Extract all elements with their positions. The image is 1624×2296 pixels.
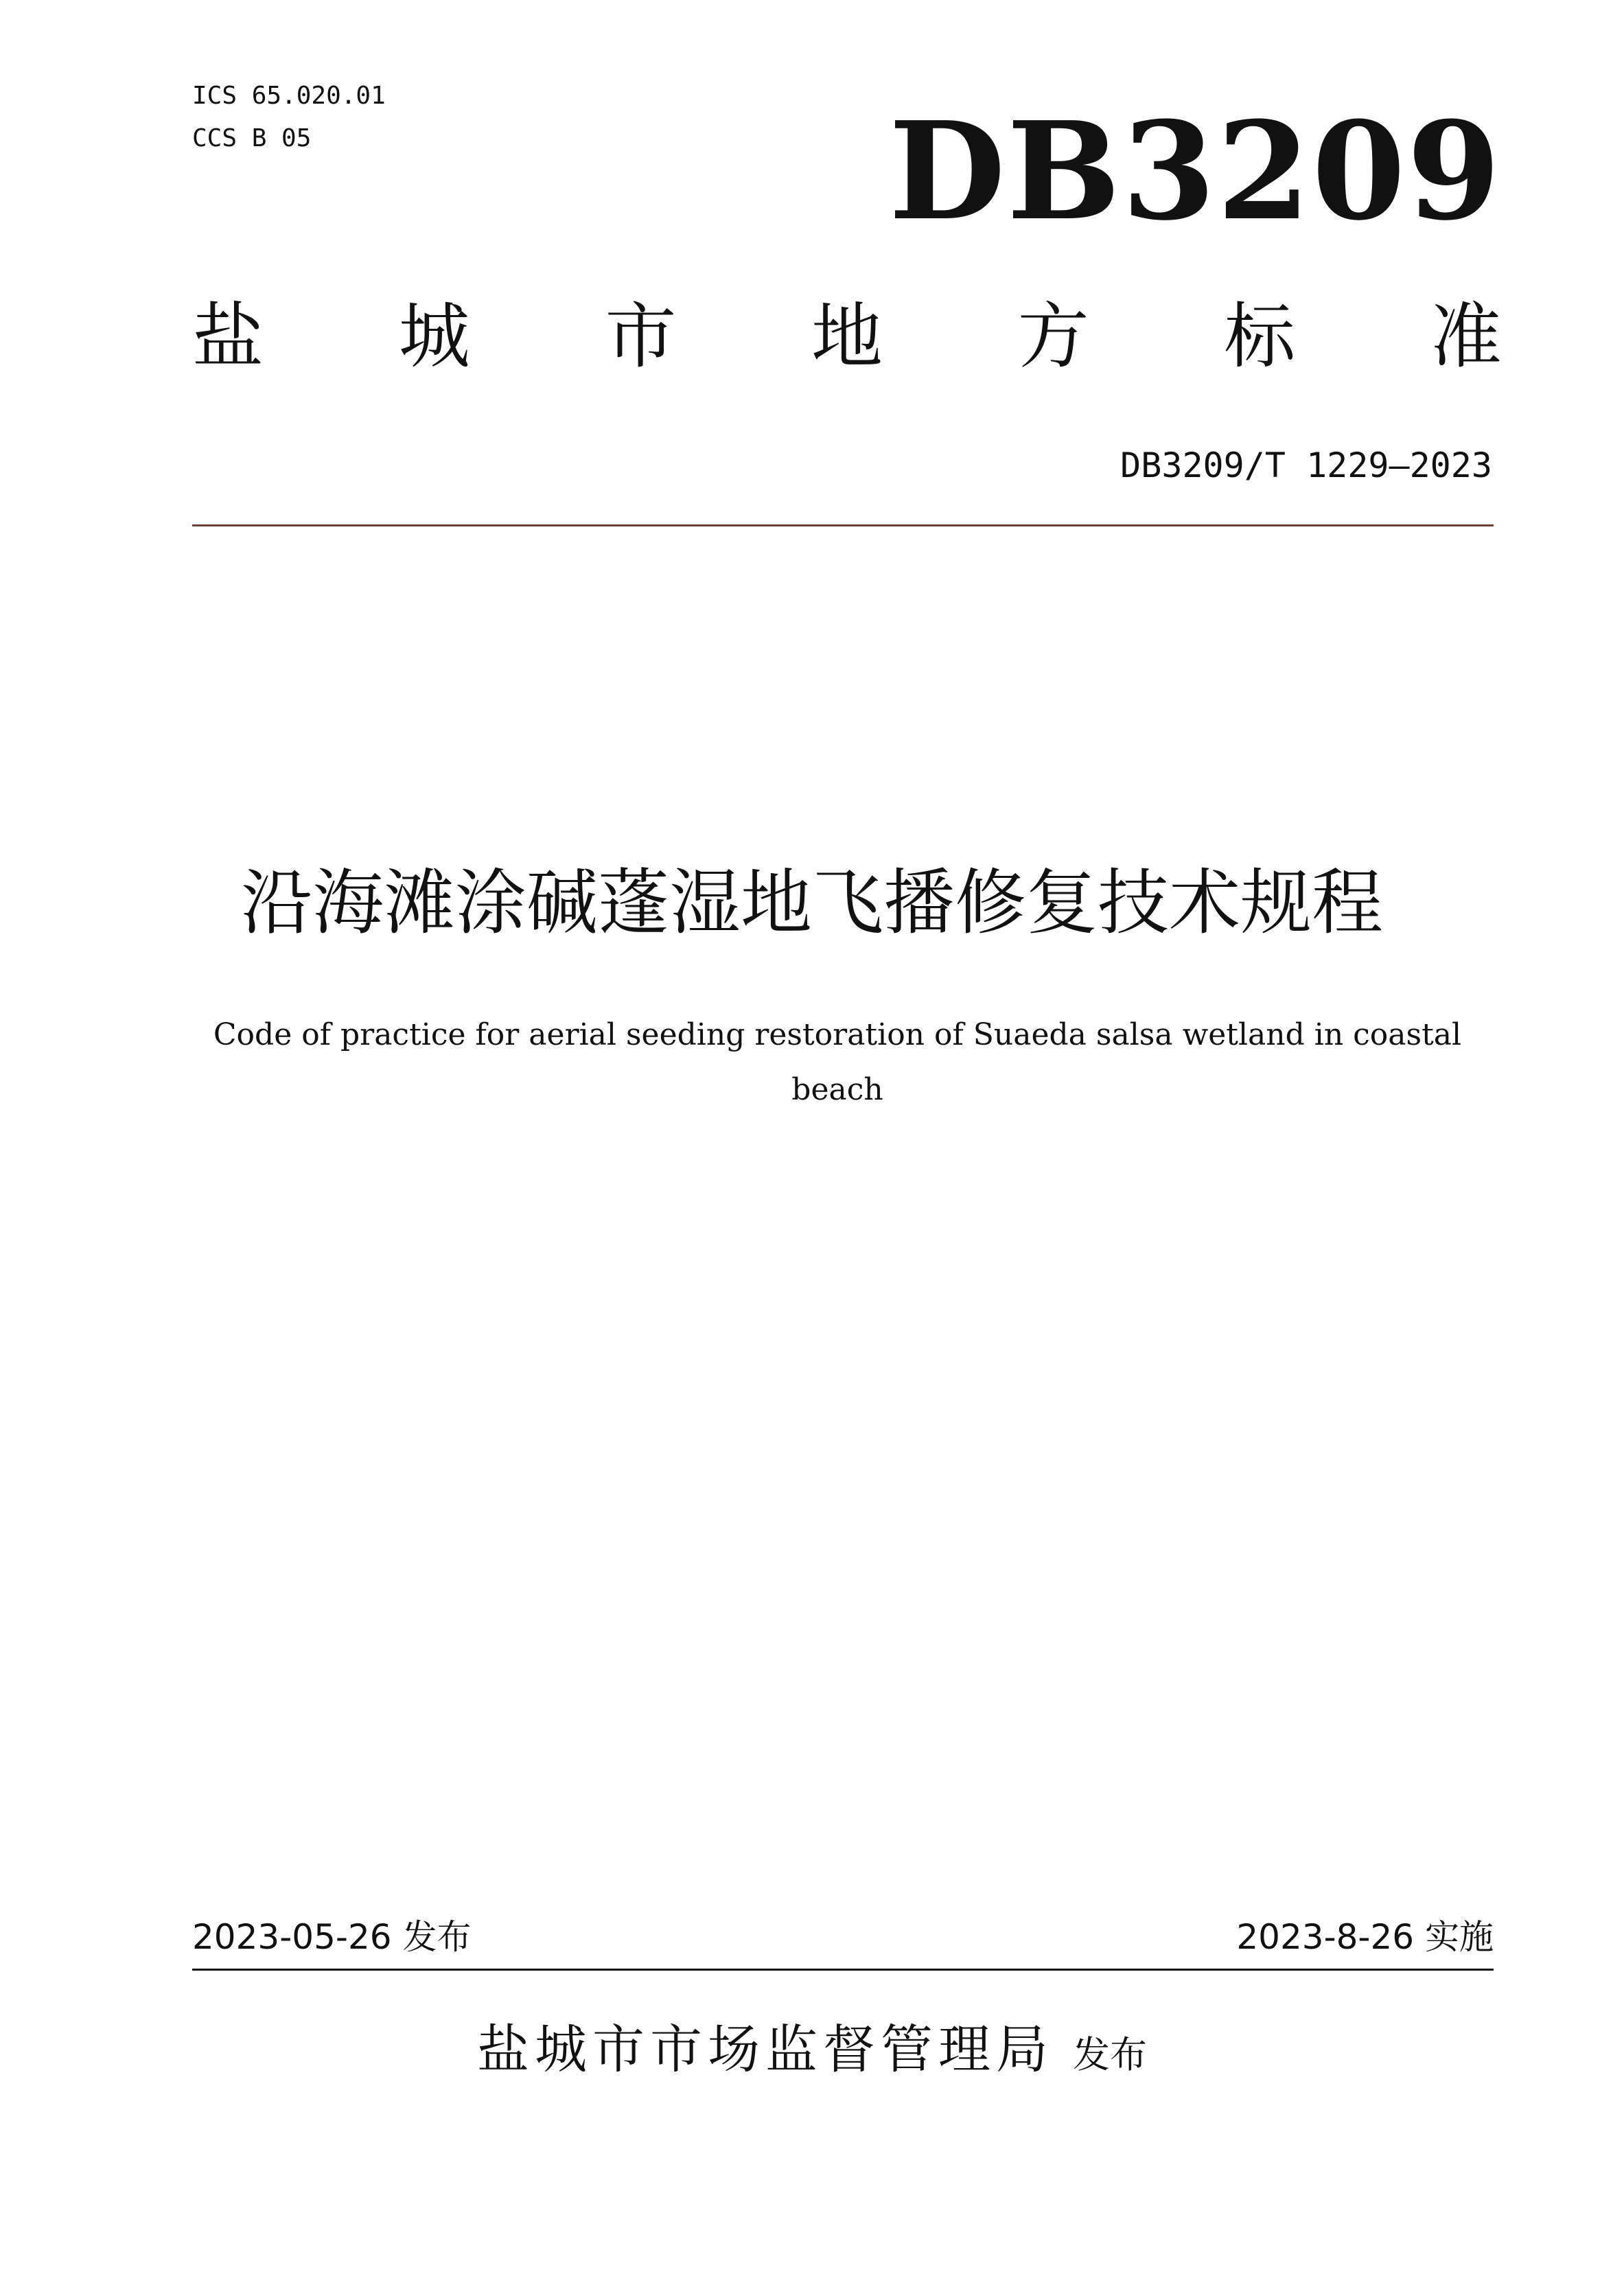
title-chinese: 沿海滩涂碱蓬湿地飞播修复技术规程 (240, 861, 1383, 944)
issuer-suffix: 发布 (1073, 2033, 1147, 2076)
bottom-divider (192, 1969, 1494, 1971)
issuer (0, 2008, 1624, 2083)
standard-type-char: 标 (1224, 294, 1296, 378)
issuer-name: 盐城市市场监督管理局 (477, 2019, 1054, 2080)
ics-code: ICS 65.020.01 (192, 82, 386, 110)
standard-type (192, 295, 1502, 378)
implement-date: 2023-8-26 实施 (1236, 1917, 1494, 1957)
title-english: Code of practice for aerial seeding restoration of Suaeda salsa wetland in coastal beach (213, 1017, 1462, 1107)
standard-type-char: 准 (1430, 294, 1502, 378)
ccs-code: CCS B 05 (192, 124, 312, 152)
standard-type-char: 方 (1017, 294, 1089, 378)
db-code: DB3209 (888, 93, 1502, 251)
standard-type-char: 城 (398, 294, 470, 378)
publish-date: 2023-05-26 发布 (192, 1917, 472, 1957)
standard-number: DB3209/T 1229—2023 (1120, 445, 1492, 485)
top-divider (192, 524, 1494, 526)
standard-type-char: 地 (811, 294, 883, 378)
standard-type-char: 盐 (192, 294, 264, 378)
standard-type-char: 市 (605, 294, 677, 378)
